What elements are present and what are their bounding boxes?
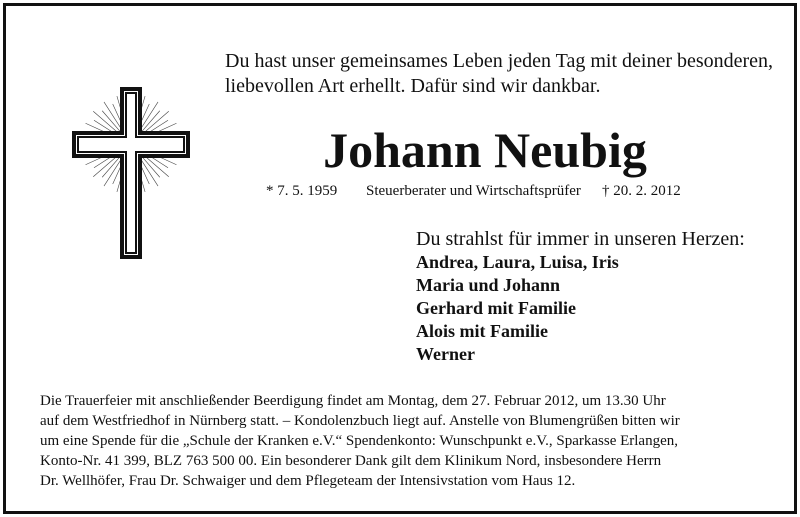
radiant-cross-icon — [61, 84, 201, 264]
profession: Steuerberater und Wirtschaftsprüfer — [366, 183, 581, 199]
notice-line: auf dem Westfriedhof in Nürnberg statt. – Kondolenzbuch liegt auf. Anstelle von Blumengrüßen bitten wir — [40, 413, 680, 429]
mourner-name: Gerhard mit Familie — [416, 298, 576, 318]
death-date: † 20. 2. 2012 — [602, 183, 681, 199]
mourner-name: Werner — [416, 344, 475, 364]
quote-line: Du hast unser gemeinsames Leben jeden Tag mit deiner besonderen, — [225, 50, 774, 72]
mourners-block — [416, 228, 776, 366]
mourner-name: Alois mit Familie — [416, 321, 548, 341]
notice-line: Die Trauerfeier mit anschließender Beerdigung findet am Montag, dem 27. Februar 2012, um 13.30 Uhr — [40, 393, 666, 409]
obituary-frame — [3, 3, 797, 514]
opening-quote — [225, 49, 785, 99]
birth-date: * 7. 5. 1959 — [266, 183, 338, 199]
quote-line: liebevollen Art erhellt. Dafür sind wir dankbar. — [225, 75, 601, 97]
cross-outline — [74, 89, 188, 257]
mourner-name: Maria und Johann — [416, 275, 561, 295]
funeral-notice — [40, 391, 770, 491]
mourners-list — [416, 251, 776, 366]
mourners-intro: Du strahlst für immer in unseren Herzen: — [416, 228, 745, 250]
notice-line: Konto-Nr. 41 399, BLZ 763 500 00. Ein besonderer Dank gilt dem Klinikum Nord, insbesondere Herrn — [40, 453, 662, 469]
notice-line: Dr. Wellhöfer, Frau Dr. Schwaiger und dem Pflegeteam der Intensivstation vom Haus 12. — [40, 473, 576, 489]
mourner-name: Andrea, Laura, Luisa, Iris — [416, 252, 619, 272]
deceased-name: Johann Neubig — [323, 122, 647, 178]
notice-line: um eine Spende für die „Schule der Kranken e.V.“ Spendenkonto: Wunschpunkt e.V., Sparkasse Erlangen, — [40, 433, 678, 449]
